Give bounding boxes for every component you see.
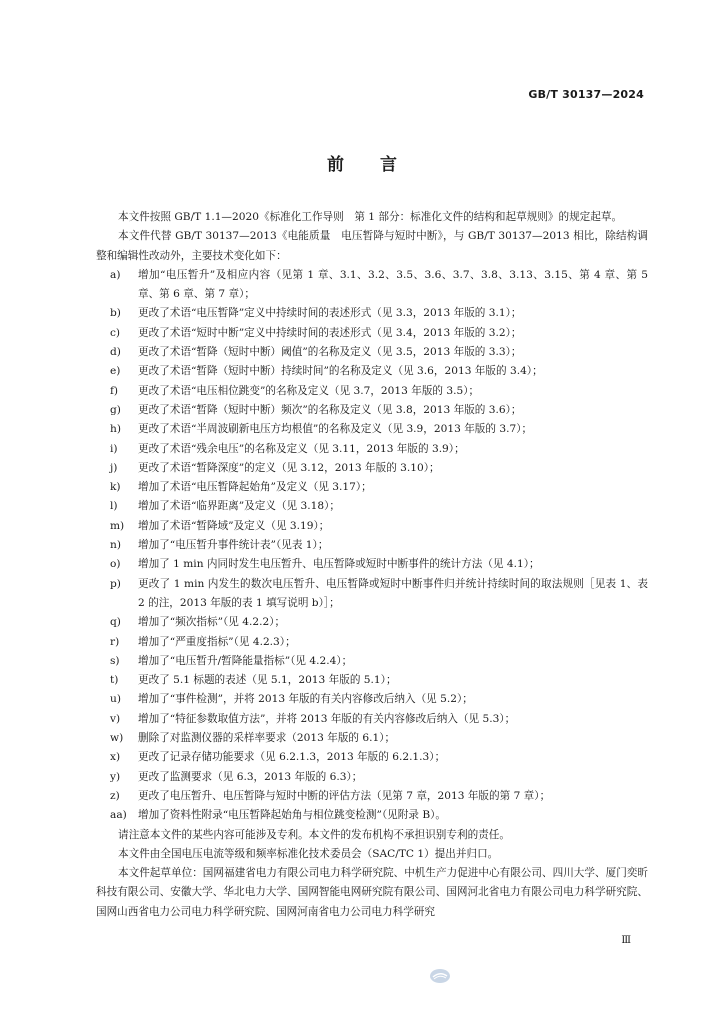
list-text: 增加了“电压暂升/暂降能量指标”（见 4.2.4）； [138, 654, 353, 667]
list-text: 增加了“特征参数取值方法”，并将 2013 年版的有关内容修改后纳入（见 5.3）； [138, 712, 516, 725]
list-marker: z) [110, 789, 120, 802]
list-item [96, 517, 648, 536]
paragraph: 本文件按照 GB/T 1.1—2020《标准化工作导则 第 1 部分：标准化文件的结构和起草规则》的规定起草。 [118, 211, 623, 223]
sac-watermark-icon [429, 968, 451, 984]
list-item [96, 710, 648, 729]
list-item [96, 459, 648, 478]
list-item [96, 324, 648, 343]
list-item [96, 304, 648, 323]
list-text: 更改了术语“暂降深度”的定义（见 3.12，2013 年版的 3.10）； [138, 461, 440, 474]
page-number: Ⅲ [621, 935, 630, 946]
paragraph: 请注意本文件的某些内容可能涉及专利。本文件的发布机构不承担识别专利的责任。 [118, 828, 510, 841]
paragraph: 本文件由全国电压电流等级和频率标准化技术委员会（SAC/TC 1）提出并归口。 [118, 847, 499, 860]
list-text: 更改了记录存储功能要求（见 6.2.1.3，2013 年版的 6.2.1.3）； [138, 751, 446, 764]
list-marker: q) [110, 616, 121, 629]
closing-paragraphs [96, 826, 648, 922]
list-marker: y) [110, 770, 121, 783]
list-item [96, 440, 648, 459]
list-item [96, 362, 648, 381]
list-text: 增加了“电压暂升事件统计表”（见表 1）； [138, 539, 329, 552]
list-marker: b) [110, 307, 121, 320]
list-item [96, 382, 648, 401]
list-marker: j) [110, 461, 118, 474]
list-marker: h) [110, 423, 121, 436]
list-marker: f) [110, 384, 119, 397]
list-marker: n) [110, 539, 121, 552]
list-text: 更改了术语“短时中断”定义中持续时间的表述形式（见 3.4，2013 年版的 3.2）； [138, 326, 522, 339]
list-item [96, 690, 648, 709]
document-body [96, 208, 648, 922]
standard-code: GB/T 30137—2024 [528, 88, 644, 101]
list-marker: m) [110, 519, 125, 532]
list-item [96, 575, 648, 614]
changes-list [96, 266, 648, 826]
list-item [96, 536, 648, 555]
list-marker: u) [110, 693, 121, 706]
list-item [96, 266, 648, 305]
list-item [96, 555, 648, 574]
list-text: 增加了“频次指标”（见 4.2.2）； [138, 616, 286, 629]
list-text: 更改了术语“暂降（短时中断）阈值”的名称及定义（见 3.5，2013 年版的 3.3）； [138, 346, 522, 359]
list-text: 更改了 1 min 内发生的数次电压暂升、电压暂降或短时中断事件归并统计持续时间的取法规则［见表 1、表 2 的注，2013 年版的表 1 填写说明 b）］； [138, 577, 648, 609]
list-marker: v) [110, 712, 121, 725]
list-text: 增加了“严重度指标”（见 4.2.3）； [138, 635, 296, 648]
list-text: 增加了术语“电压暂降起始角”及定义（见 3.17）； [138, 481, 372, 494]
list-marker: t) [110, 674, 119, 687]
list-marker: x) [110, 751, 121, 764]
list-text: 更改了术语“暂降（短时中断）频次”的名称及定义（见 3.8，2013 年版的 3.6）； [138, 403, 522, 416]
paragraph: 本文件起草单位：国网福建省电力有限公司电力科学研究院、中机生产力促进中心有限公司、四川大学、厦门奕昕科技有限公司、安徽大学、华北电力大学、国网智能电网研究院有限公司、国网河北省电力有限公司电力科学研究院、国网山西省电力公司电力科学研究院、国网河南省电力公司电力科学研究 [96, 867, 648, 918]
list-marker: i) [110, 442, 118, 455]
list-item [96, 633, 648, 652]
list-marker: c) [110, 326, 121, 339]
list-text: 更改了监测要求（见 6.3，2013 年版的 6.3）； [138, 770, 363, 783]
list-item [96, 652, 648, 671]
list-marker: g) [110, 403, 121, 416]
list-text: 更改了电压暂升、电压暂降与短时中断的评估方法（见第 7 章，2013 年版的第 7 章）； [138, 789, 551, 802]
intro-paragraphs [96, 208, 648, 266]
list-text: 更改了术语“暂降（短时中断）持续时间”的名称及定义（见 3.6，2013 年版的 3.4）； [138, 365, 543, 378]
list-item [96, 497, 648, 516]
list-text: 删除了对监测仪器的采样率要求（2013 年版的 6.1）； [138, 732, 396, 745]
list-item [96, 787, 648, 806]
paragraph: 本文件代替 GB/T 30137—2013《电能质量 电压暂降与短时中断》，与 GB/T 30137—2013 相比，除结构调整和编辑性改动外，主要技术变化如下： [96, 230, 648, 262]
list-marker: w) [110, 732, 124, 745]
list-marker: s) [110, 654, 120, 667]
list-text: 更改了术语“残余电压”的名称及定义（见 3.11，2013 年版的 3.9）； [138, 442, 465, 455]
list-item [96, 768, 648, 787]
list-text: 更改了术语“电压暂降”定义中持续时间的表述形式（见 3.3，2013 年版的 3.1）； [138, 307, 522, 320]
list-marker: r) [110, 635, 120, 648]
list-item [96, 401, 648, 420]
list-item [96, 343, 648, 362]
page-title: 前言 [327, 155, 433, 175]
list-text: 增加“电压暂升”及相应内容（见第 1 章、3.1、3.2、3.5、3.6、3.7、3.8、3.13、3.15、第 4 章、第 5 章、第 6 章、第 7 章）； [138, 268, 648, 301]
list-item [96, 806, 648, 825]
list-item [96, 729, 648, 748]
list-item [96, 478, 648, 497]
list-marker: aa) [110, 809, 127, 822]
list-text: 增加了“事件检测”，并将 2013 年版的有关内容修改后纳入（见 5.2）； [138, 693, 473, 706]
list-text: 更改了术语“半周波刷新电压方均根值”的名称及定义（见 3.9，2013 年版的 3.7）； [138, 423, 533, 436]
list-item [96, 613, 648, 632]
list-text: 增加了 1 min 内同时发生电压暂升、电压暂降或短时中断事件的统计方法（见 4.1）； [138, 558, 540, 571]
list-item [96, 748, 648, 767]
list-text: 增加了资料性附录“电压暂降起始角与相位跳变检测”（见附录 B）。 [138, 809, 447, 822]
list-marker: d) [110, 346, 121, 359]
list-item [96, 420, 648, 439]
list-marker: o) [110, 558, 121, 571]
list-marker: l) [110, 500, 118, 513]
list-text: 更改了 5.1 标题的表述（见 5.1，2013 年版的 5.1）； [138, 674, 397, 687]
list-marker: k) [110, 481, 121, 494]
list-text: 增加了术语“临界距离”及定义（见 3.18）； [138, 500, 340, 513]
list-marker: p) [110, 577, 121, 590]
list-item [96, 671, 648, 690]
list-marker: a) [110, 268, 121, 281]
list-text: 更改了术语“电压相位跳变”的名称及定义（见 3.7，2013 年版的 3.5）； [138, 384, 480, 397]
list-text: 增加了术语“暂降域”及定义（见 3.19）； [138, 519, 330, 532]
list-marker: e) [110, 365, 121, 378]
